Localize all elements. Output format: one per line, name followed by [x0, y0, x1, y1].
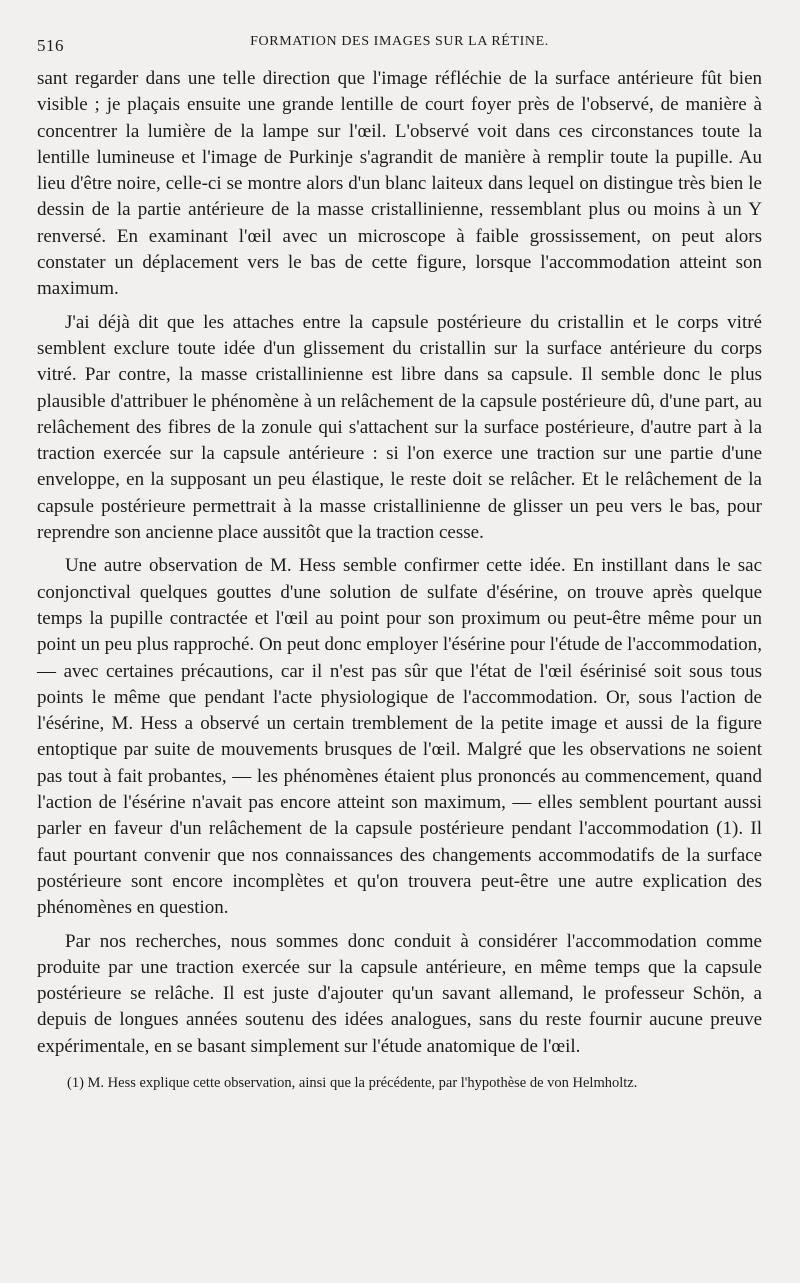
paragraph-conclusion: Par nos recherches, nous sommes donc conduit à considérer l'accommodation comme produite par une traction exercée sur la capsule antérieure, en même temps que la capsule postérieure se relâche. Il est juste d'ajouter qu'un savant allemand, le professeur Schön, a depuis de longues années soutenu des idées analogues, sans du reste fournir aucune preuve expérimentale, en se basant simplement sur l'étude anatomique de l'œil.	[37, 930, 762, 1057]
running-title: FORMATION DES IMAGES SUR LA RÉTINE.	[250, 34, 549, 49]
running-head	[37, 30, 762, 56]
body-text	[37, 66, 762, 1060]
paragraph-continued: sant regarder dans une telle direction que l'image réfléchie de la surface antérieure fût bien visible ; je plaçais ensuite une grande lentille de court foyer près de l'observé, de manière à concentrer la lumière de la lampe sur l'œil. L'observé voit dans ces circonstances toute la lentille lumineuse et l'image de Purkinje s'agrandit de manière à remplir toute la pupille. Au lieu d'être noire, celle-ci se montre alors d'un blanc laiteux dans lequel on distingue très bien le dessin de la partie antérieure de la masse cristallinienne, ressemblant plus ou moins à un Y renversé. En examinant l'œil avec un microscope à faible grossissement, on peut alors constater un déplacement vers le bas de cette figure, lorsque l'accommodation atteint son maximum.	[37, 68, 762, 300]
footnote: (1) M. Hess explique cette observation, ainsi que la précédente, par l'hypothèse de von Helmholtz.	[67, 1074, 638, 1091]
paragraph-capsule: J'ai déjà dit que les attaches entre la capsule postérieure du cristallin et le corps vitré semblent exclure toute idée d'un glissement du cristallin sur la surface antérieure du corps vitré. Par contre, la masse cristallinienne est libre dans sa capsule. Il semble donc le plus plausible d'attribuer le phénomène à un relâchement de la capsule postérieure dû, d'une part, au relâchement des fibres de la zonule qui s'attachent sur la surface postérieure, d'autre part à la traction exercée sur la capsule antérieure : si l'on exerce une traction sur une partie d'une enveloppe, en la supposant un peu élastique, le reste doit se relâcher. Et le relâchement de la capsule postérieure permettrait à la masse cristallinienne de glisser un peu vers le bas, pour reprendre son ancienne place aussitôt que la traction cesse.	[37, 311, 762, 544]
page-number: 516	[37, 36, 64, 55]
paragraph-eserine: Une autre observation de M. Hess semble confirmer cette idée. En instillant dans le sac conjonctival quelques gouttes d'une solution de sulfate d'ésérine, on trouve après quelque temps la pupille contractée et l'œil au point pour son proximum ou peut-être même pour un point un peu plus rapproché. On peut donc employer l'ésérine pour l'étude de l'accommodation, — avec certaines précautions, car il n'est pas sûr que l'état de l'œil ésérinisé soit sous tous points le même que pendant l'acte physiologique de l'accommodation. Or, sous l'action de l'ésérine, M. Hess a observé un certain tremblement de la petite image et aussi de la figure entoptique par suite de mouvements brusques de l'œil. Malgré que les observations ne soient pas tout à fait probantes, — les phénomènes étaient plus prononcés au commencement, quand l'action de l'ésérine n'avait pas encore atteint son maximum, — elles semblent pourtant aussi parler en faveur d'un relâchement de la capsule postérieure pendant l'accommodation (1). Il faut pourtant convenir que nos connaissances des changements accommodatifs de la surface postérieure sont encore incomplètes et qu'on trouvera peut-être une autre explication des phénomènes en question.	[37, 555, 762, 919]
